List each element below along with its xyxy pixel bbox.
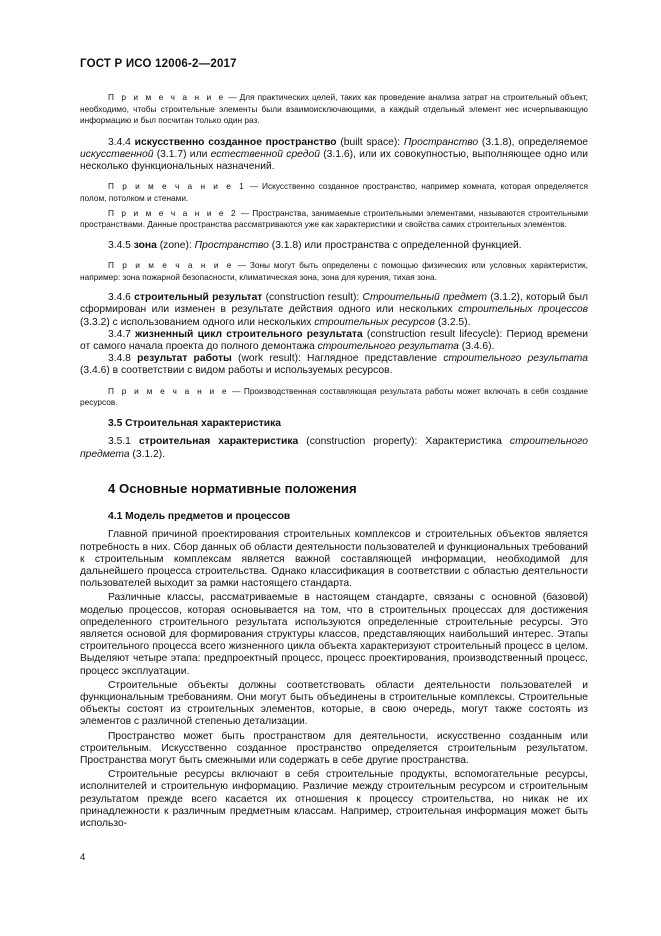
definition-3-4-4: 3.4.4 искусственно созданное пространство (built space): Пространство (3.1.8), определяемое искусственной (3.1.7) или естественной средой (3.1.6), или их совокупностью, выполняющее одно или несколько функциональных назначений. [80, 136, 589, 173]
page-header: ГОСТ Р ИСО 12006-2—2017 [80, 58, 237, 70]
section-3-5-title: 3.5 Строительная характеристика [108, 417, 282, 429]
section-4-title: 4 Основные нормативные положения [108, 480, 357, 496]
page-number: 4 [80, 852, 86, 863]
page-content [80, 92, 588, 830]
paragraph: Главной причиной проектирования строительных комплексов и строительных объектов является потребность в них. Сбор данных об области деятельности пользователей и функциональных требований к строительным комплексам является важной составляющей информации, необходимой для дальнейшего процесса строительства. Однако классификация в соответствии с областью деятельности пользователей выходит за рамки настоящего стандарта. [80, 529, 588, 590]
section-4-1-title: 4.1 Модель предметов и процессов [108, 510, 291, 522]
definition-3-4-6: 3.4.6 строительный результат (construction result): Строительный предмет (3.1.2), который был сформирован или изменен в результате действия одного или нескольких строительных процессов (3.3.2) с использованием одного или нескольких строительных ресурсов (3.2.5). [80, 292, 588, 328]
paragraph: Строительные ресурсы включают в себя строительные продукты, вспомогательные ресурсы, исполнителей и строительную информацию. Различие между строительным ресурсом и строительным результатом прежде всего касается их отношения к процессу строительства, но никак не их принадлежности к различным предметным классам. Например, строительная информация может быть использо- [80, 769, 588, 830]
note-1: П р и м е ч а н и е 1 — Искусственно созданное пространство, например комната, которая определяется полом, потолком и стенами. [80, 181, 588, 203]
note-zones: П р и м е ч а н и е — Зоны могут быть определены с помощью физических или условных характеристик, например: зона пожарной безопасности, климатическая зона, зона для курения, тихая зона. [80, 259, 588, 282]
note-2: П р и м е ч а н и е 2 — Пространства, занимаемые строительными элементами, называются строительными пространствами. Данные пространства рассматриваются уже как характеристики и свойства самих строительных элементов. [80, 207, 588, 230]
paragraph: Пространство может быть пространством для деятельности, искусственно созданным или строительным. Искусственно созданное пространство определяется строительным результатом. Пространства могут быть смежными или содержать в себе другие пространства. [80, 730, 588, 767]
note-label: П р и м е ч а н и е [108, 92, 226, 102]
definition-3-4-7: 3.4.7 жизненный цикл строительного результата (construction result lifecycle): Период времени от самого начала проекта до полного демонтажа строительного результата (3.4.6). [80, 328, 588, 352]
definition-3-4-5: 3.4.5 зона (zone): Пространство (3.1.8) или пространства с определенной функцией. [108, 239, 522, 251]
paragraph: Строительные объекты должны соответствовать области деятельности пользователей и функциональным требованиям. Они могут быть объединены в строительные комплексы. Строительные объекты состоят из строительных элементов, которые, в свою очередь, могут также состоять из элементов с различной степенью детализации. [80, 679, 588, 728]
paragraph: Различные классы, рассматриваемые в настоящем стандарте, связаны с основной (базовой) моделью процессов, которая основывается на том, что в строительных процессах для достижения определенного строительного результата используются определенные строительные ресурсы. Это является основой для формирования структуры классов, представляющих наибольший интерес. Этапы строительного процесса всего жизненного цикла объекта характеризуют строительный процесс в целом. Выделяют четыре этапа: предпроектный процесс, процесс проектирования, производственный процесс, процесс эксплуатации. [80, 592, 588, 677]
note-work-result: П р и м е ч а н и е — Производственная составляющая результата работы может включать в себя создание ресурсов. [80, 385, 588, 408]
definition-3-4-8: 3.4.8 результат работы (work result): Наглядное представление строительного результата (3.4.6) в соответствии с видом работы и используемых ресурсов. [80, 353, 588, 377]
definition-3-5-1: 3.5.1 строительная характеристика (construction property): Характеристика строительного предмета (3.1.2). [80, 436, 588, 460]
note-practical: П р и м е ч а н и е — Для практических целей, таких как проведение анализа затрат на строительный объект, необходимо, чтобы строительные элементы были взаимоисключающими, а каждый отдельный элемент нес исчерпывающую информацию и был посчитан только один раз. [80, 92, 588, 126]
